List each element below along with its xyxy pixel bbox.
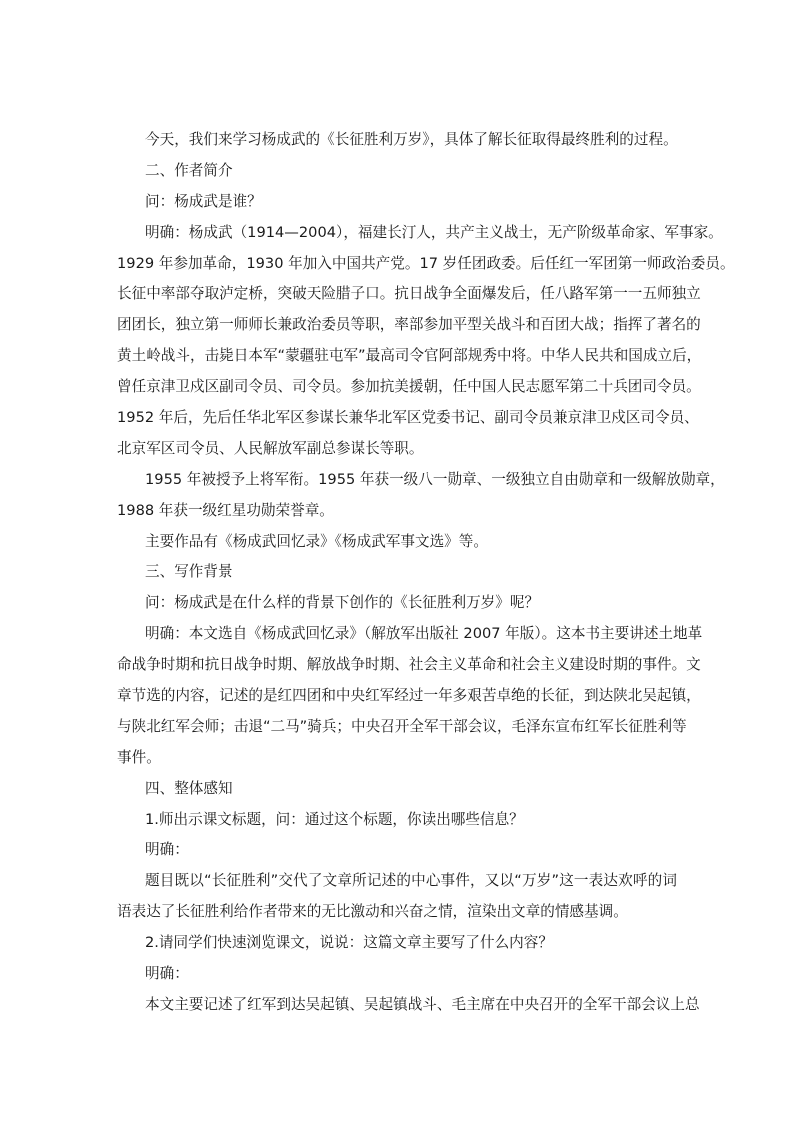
- text-line: 1952 年后，先后任华北军区参谋长兼华北军区党委书记、副司令员兼京津卫戍区司令员、: [117, 409, 699, 427]
- text-line: 语表达了长征胜利给作者带来的无比激动和兴奋之情，渲染出文章的情感基调。: [117, 903, 628, 921]
- text-line: 团团长，独立第一师师长兼政治委员等职，率部参加平型关战斗和百团大战；指挥了著名的: [117, 316, 701, 334]
- text-line: 二、作者简介: [145, 161, 233, 179]
- text-line: 问：杨成武是在什么样的背景下创作的《长征胜利万岁》呢？: [145, 594, 540, 612]
- text-line: 命战争时期和抗日战争时期、解放战争时期、社会主义革命和社会主义建设时期的事件。文: [117, 656, 701, 674]
- text-line: 明确：: [145, 965, 189, 983]
- text-line: 1.师出示课文标题，问：通过这个标题，你读出哪些信息？: [145, 810, 524, 828]
- text-line: 黄土岭战斗，击毙日本军“蒙疆驻屯军”最高司令官阿部规秀中将。中华人民共和国成立后，: [117, 347, 702, 365]
- text-line: 明确：本文选自《杨成武回忆录》（解放军出版社 2007 年版）。这本书主要讲述土地革: [145, 625, 703, 643]
- text-line: 长征中率部夺取泸定桥，突破天险腊子口。抗日战争全面爆发后，任八路军第一一五师独立: [117, 285, 701, 303]
- text-line: 事件。: [117, 748, 161, 766]
- text-line: 章节选的内容，记述的是红四团和中央红军经过一年多艰苦卓绝的长征，到达陕北吴起镇，: [117, 687, 701, 705]
- text-line: 1988 年获一级红星功勋荣誉章。: [117, 501, 334, 519]
- text-line: 1929 年参加革命，1930 年加入中国共产党。17 岁任团政委。后任红一军团第一师政治委员。: [117, 254, 735, 272]
- document-body: [117, 125, 735, 1021]
- text-line: 北京军区司令员、人民解放军副总参谋长等职。: [117, 439, 424, 457]
- text-line: 2.请同学们快速浏览课文，说说：这篇文章主要写了什么内容？: [145, 934, 553, 952]
- text-line: 四、整体感知: [145, 779, 233, 797]
- text-line: 1955 年被授予上将军衔。1955 年获一级八一勋章、一级独立自由勋章和一级解放勋章，: [145, 470, 725, 488]
- text-line: 曾任京津卫戍区副司令员、司令员。参加抗美援朝，任中国人民志愿军第二十兵团司令员。: [117, 378, 701, 396]
- text-line: 题目既以“长征胜利”交代了文章所记述的中心事件，又以“万岁”这一表达欢呼的词: [145, 872, 677, 890]
- text-line: 主要作品有《杨成武回忆录》《杨成武军事文选》等。: [145, 532, 488, 550]
- text-line: 问：杨成武是谁？: [145, 192, 262, 210]
- text-line: 与陕北红军会师；击退“二马”骑兵；中央召开全军干部会议，毛泽东宣布红军长征胜利等: [117, 717, 687, 735]
- text-line: 明确：杨成武（1914—2004），福建长汀人，共产主义战士，无产阶级革命家、军事家。: [145, 223, 723, 241]
- text-line: 三、写作背景: [145, 563, 233, 581]
- text-line: 今天，我们来学习杨成武的《长征胜利万岁》，具体了解长征取得最终胜利的过程。: [145, 131, 678, 148]
- text-line: 明确：: [145, 841, 189, 859]
- text-line: 本文主要记述了红军到达吴起镇、吴起镇战斗、毛主席在中央召开的全军干部会议上总: [145, 995, 700, 1013]
